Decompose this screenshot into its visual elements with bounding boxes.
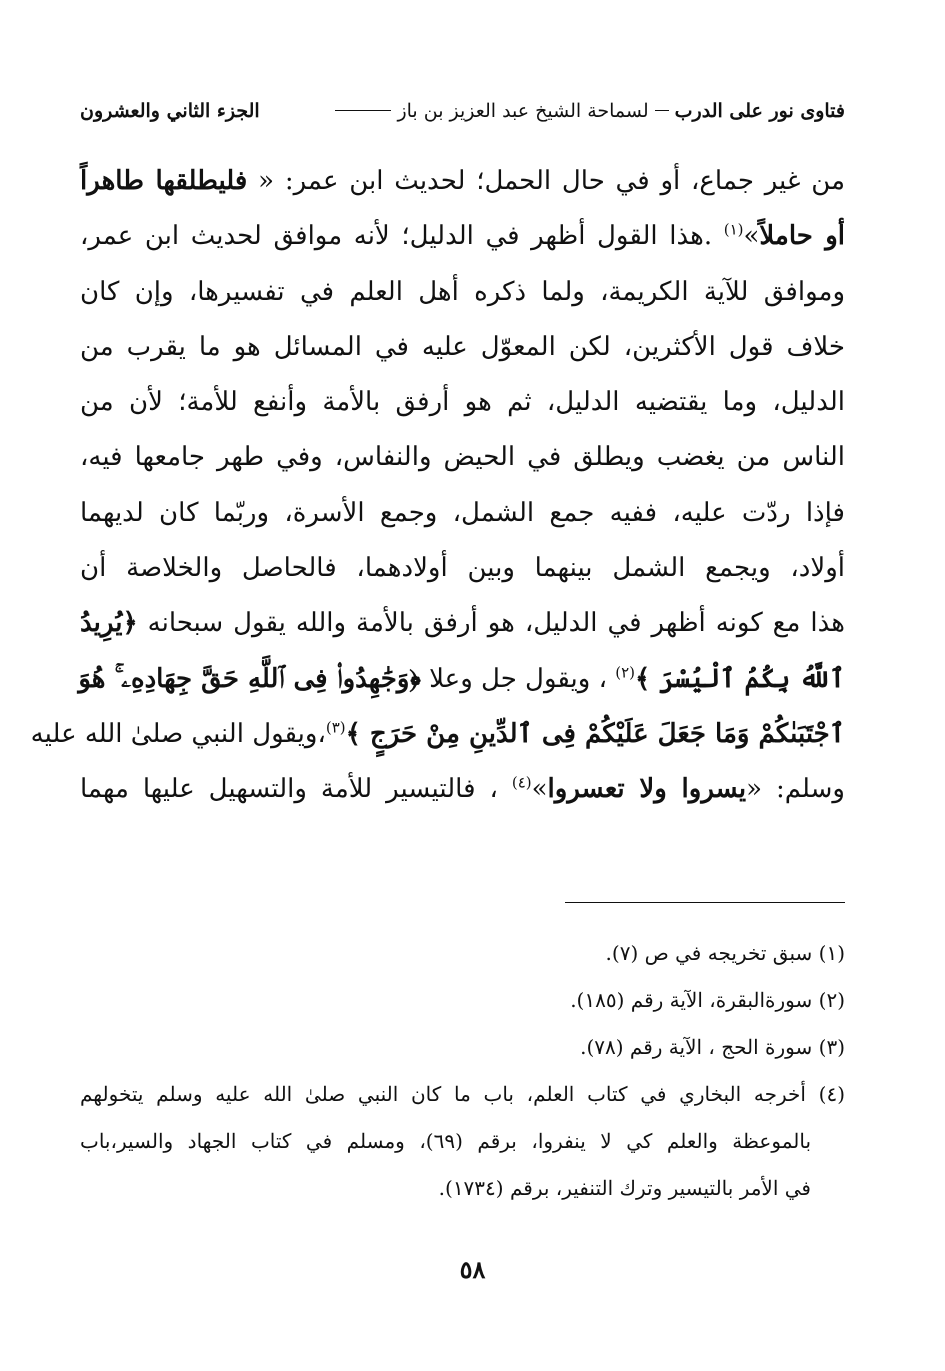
hadith-quote: أو حاملاً [759, 221, 846, 252]
footnote-ref: (٤) [511, 773, 532, 792]
header-separator [655, 110, 669, 111]
quran-quote: ﴿يُرِيدُ [80, 608, 138, 639]
footnotes [80, 930, 845, 1212]
text-line: خلاف قول الأكثرين، لكن المعوّل عليه في المسائل هو ما يقرب من [80, 331, 845, 362]
footnote-4: (٤) أخرجه البخاري في كتاب العلم، باب ما كان النبي صلىٰ الله عليه وسلم يتخولهم [80, 1082, 845, 1106]
running-header [80, 100, 845, 122]
text-line: ٱجْتَبَىٰكُمْ وَمَا جَعَلَ عَلَيْكُمْ فِى ٱلدِّينِ مِنْ حَرَجٍ ﴾$^{(٣)}$،ويقول النبي صلىٰ الله عليه [30, 718, 845, 749]
footnote-ref: (٢) [615, 663, 636, 682]
text-line: من غير جماع، أو في حال الحمل؛ لحديث ابن عمر: « فليطلقها طاهراً [80, 166, 846, 196]
footnote-ref: (٣) [325, 718, 346, 737]
text-line: أولاد، ويجمع الشمل بينهما وبين أولادهما، فالحاصل والخلاصة أن [80, 553, 845, 584]
footnote-1: (١) سبق تخريجه في ص (٧). [605, 941, 845, 965]
footnote-4-continued: بالموعظة والعلم كي لا ينفروا، برقم (٦٩)، ومسلم في كتاب الجهاد والسير،باب [80, 1129, 812, 1153]
text-line: هذا مع كونه أظهر في الدليل، هو أرفق بالأمة والله يقول سبحانه ﴿يُرِيدُ [80, 608, 845, 639]
footnote-3: (٣) سورة الحج ، الآية رقم (٧٨). [580, 1035, 845, 1059]
text-line: الناس من يغضب ويطلق في الحيض والنفاس، وفي طهر جامعها فيه، [80, 442, 845, 473]
text-line: ٱللَّهُ بِكُمُ ٱلْيُسْرَ ﴾$^{(٢)}$ ، ويقول جل وعلا ﴿وَجَٰهِدُوا۟ فِى ٱللَّهِ حَقَّ جِهَادِهِۦ ۚ هُوَ [78, 663, 845, 694]
text-line: فإذا ردّت عليه، ففيه جمع الشمل، وجمع الأسرة، وربّما كان لديهما [80, 497, 845, 528]
hadith-quote: يسروا ولا تعسروا [547, 774, 747, 805]
footnote-ref: (١) [723, 220, 744, 239]
text-line: أو حاملاً»$^{(١)}$ .هذا القول أظهر في الدليل؛ لأنه موافق لحديث ابن عمر، [80, 220, 846, 252]
text-line: الدليل، وما يقتضيه الدليل، ثم هو أرفق بالأمة وأنفع للأمة؛ لأن من [80, 387, 845, 418]
header-book-title: فتاوى نور على الدرب [674, 100, 845, 122]
quran-quote: ﴿وَجَٰهِدُوا۟ فِى ٱللَّهِ حَقَّ جِهَادِهِۦ ۚ هُوَ [78, 663, 421, 694]
footnote-divider [565, 902, 845, 903]
header-volume: الجزء الثاني والعشرون [80, 100, 260, 122]
body-text [30, 154, 846, 818]
quran-quote: ٱللَّهُ بِكُمُ ٱلْيُسْرَ ﴾ [635, 663, 845, 694]
text-line: وسلم: «يسروا ولا تعسروا»$^{(٤)}$ ، فالتيسير للأمة والتسهيل عليها مهما [80, 773, 845, 805]
footnote-2: (٢) سورةالبقرة، الآية رقم (١٨٥). [570, 988, 845, 1012]
header-separator [335, 110, 391, 111]
footnote-4-continued: في الأمر بالتيسير وترك التنفير، برقم (١٧٣٤). [438, 1176, 811, 1200]
hadith-quote: فليطلقها طاهراً [80, 166, 248, 196]
page-number: ٥٨ [459, 1255, 486, 1284]
text-line: وموافق للآية الكريمة، ولما ذكره أهل العلم في تفسيرها، وإن كان [80, 276, 845, 307]
header-author: لسماحة الشيخ عبد العزيز بن باز [397, 100, 649, 122]
quran-quote: ٱجْتَبَىٰكُمْ وَمَا جَعَلَ عَلَيْكُمْ فِى ٱلدِّينِ مِنْ حَرَجٍ ﴾ [345, 718, 845, 749]
